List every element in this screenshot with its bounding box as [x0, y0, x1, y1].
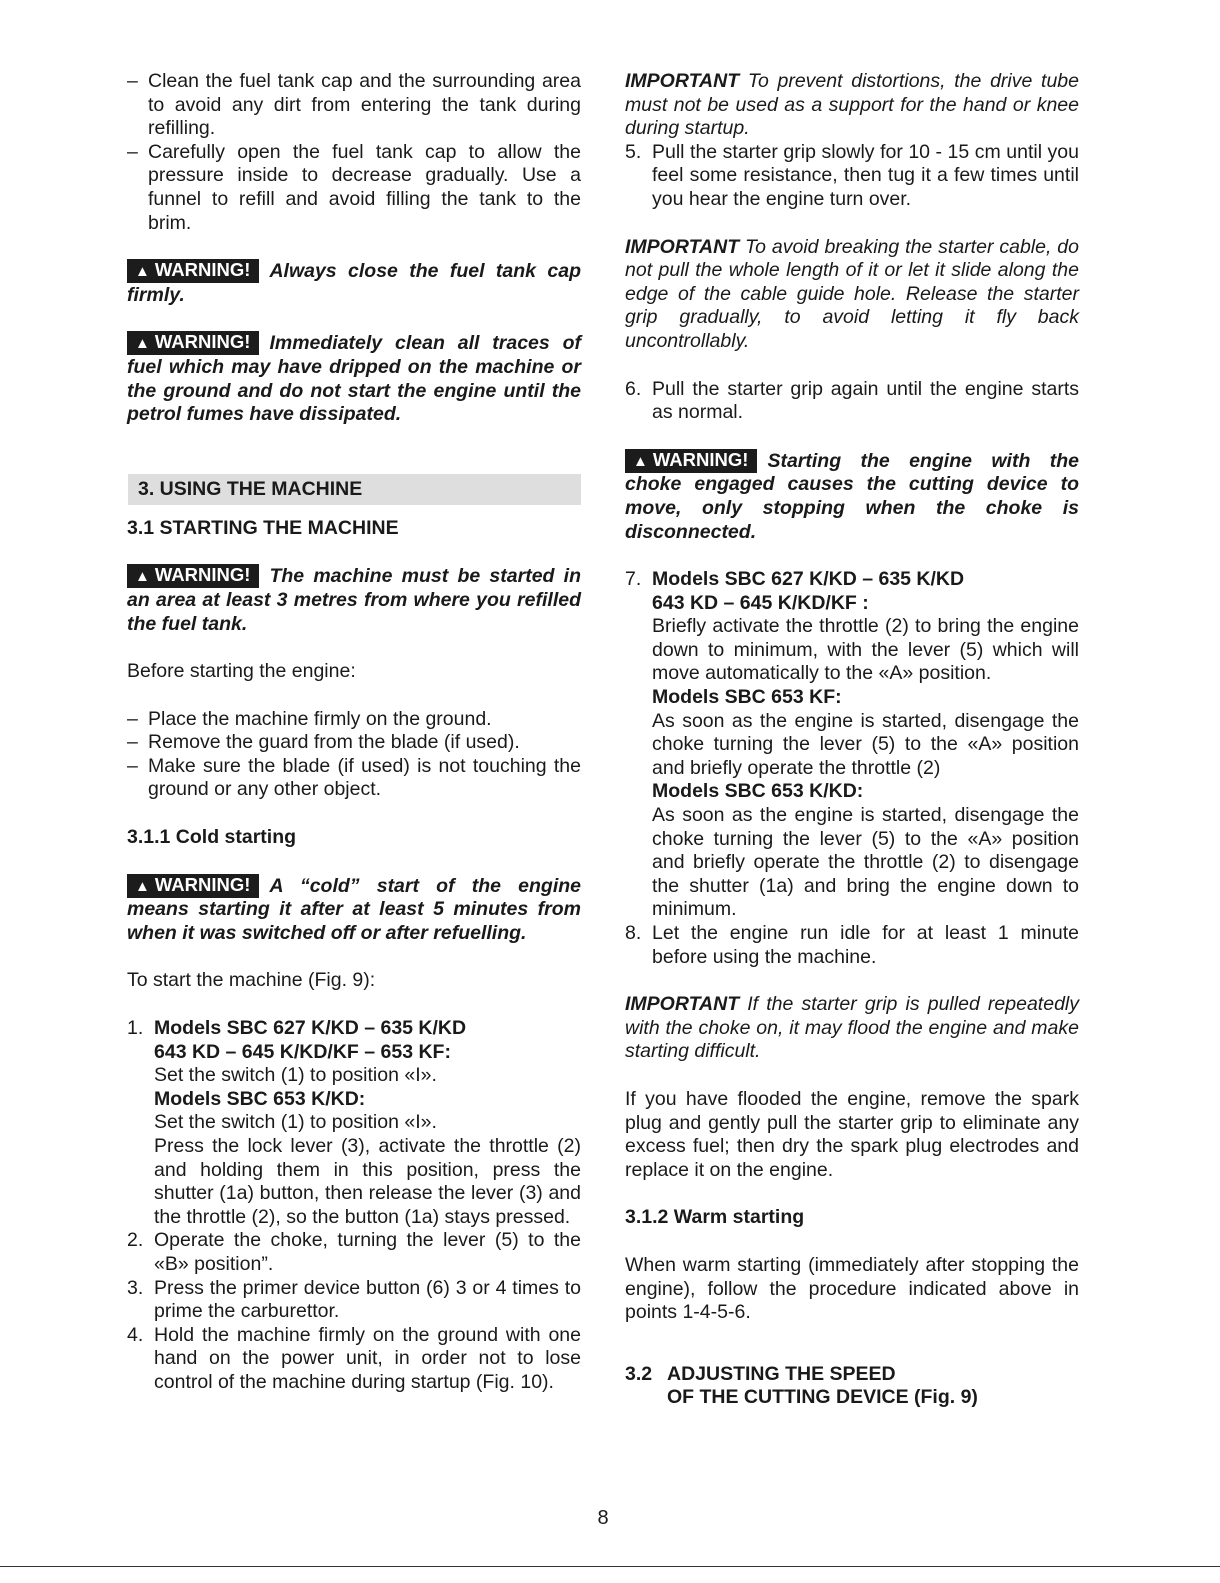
warning-triangle-icon: ▲ [135, 335, 150, 353]
paragraph: If you have flooded the engine, remove the spark plug and gently pull the starter grip to eliminate any excess fuel; then dry the spark plug electrodes and replace it on the engine. [625, 1087, 1079, 1181]
warning-triangle-icon: ▲ [633, 452, 648, 470]
paragraph: When warm starting (immediately after stopping the engine), follow the procedure indicated above in points 1-4-5-6. [625, 1253, 1079, 1324]
numbered-step: 6. Pull the starter grip again until the engine starts as normal. [625, 377, 1079, 424]
warning-triangle-icon: ▲ [135, 263, 150, 281]
numbered-step: 8. Let the engine run idle for at least 1 minute before using the machine. [625, 922, 1079, 968]
warning-badge: ▲ WARNING! [127, 259, 259, 283]
list-item: – Remove the guard from the blade (if used). [127, 731, 520, 754]
list-item: – Place the machine firmly on the ground. [127, 707, 492, 730]
paragraph: To start the machine (Fig. 9): [127, 969, 376, 992]
numbered-step: 5. Pull the starter grip slowly for 10 - 15 cm until you feel some resistance, then tug it a few times until you hear the engine turn over. [625, 140, 1079, 210]
list-item: – Clean the fuel tank cap and the surrounding area to avoid any dirt from entering the tank during refilling. [127, 70, 581, 140]
warning-badge: ▲ WARNING! [127, 331, 259, 355]
section-heading: 3. USING THE MACHINE [128, 474, 581, 505]
warning-paragraph: ▲ WARNING! Immediately clean all traces of fuel which may have dripped on the machine or the ground and do not start the engine until the petrol fumes have dissipated. [127, 331, 581, 426]
numbered-step: 1. Models SBC 627 K/KD – 635 K/KD 643 KD – 645 K/KD/KF – 653 KF: Set the switch (1) to position «I». Models SBC 653 K/KD: Set the switch (1) to position «I». Press the lock lever (3), activate the throttle (2) and holding them in this position, press the shutter (1a) button, then release the lever (3) and the throttle (2), so the button (1a) stays pressed. [127, 1017, 581, 1228]
warning-triangle-icon: ▲ [135, 568, 150, 586]
important-note: IMPORTANT To avoid breaking the starter cable, do not pull the whole length of it or let it slide along the edge of the cable guide hole. Release the starter grip gradually, to avoid letting it fly back uncontrollably. [625, 235, 1079, 352]
warning-badge: ▲ WARNING! [127, 874, 259, 898]
warning-paragraph: ▲ WARNING! The machine must be started in an area at least 3 metres from where you refilled the fuel tank. [127, 564, 581, 635]
numbered-step: 3. Press the primer device button (6) 3 or 4 times to prime the carburettor. [127, 1276, 581, 1323]
important-note: IMPORTANT To prevent distortions, the drive tube must not be used as a support for the hand or knee during startup. [625, 70, 1080, 140]
numbered-step: 2. Operate the choke, turning the lever (5) to the «B» position”. [127, 1229, 581, 1275]
warning-paragraph: ▲ WARNING! Always close the fuel tank cap firmly. [127, 259, 581, 306]
subsection-heading: 3.1 STARTING THE MACHINE [127, 516, 399, 539]
important-note: IMPORTANT If the starter grip is pulled repeatedly with the choke on, it may flood the engine and make starting difficult. [625, 993, 1079, 1063]
paragraph: Before starting the engine: [127, 660, 356, 683]
warning-paragraph: ▲ WARNING! A “cold” start of the engine means starting it after at least 5 minutes from when it was switched off or after refuelling. [127, 873, 581, 944]
list-item: – Carefully open the fuel tank cap to allow the pressure inside to decrease gradually. Use a funnel to refill and avoid filling the tank to the brim. [127, 140, 581, 234]
list-item: – Make sure the blade (if used) is not touching the ground or any other object. [127, 754, 581, 801]
page-edge-line [0, 1566, 1220, 1567]
warning-badge: ▲ WARNING! [625, 449, 757, 473]
warning-badge: ▲ WARNING! [127, 564, 259, 588]
section-heading: 3.2 ADJUSTING THE SPEED OF THE CUTTING DEVICE (Fig. 9) [625, 1362, 978, 1409]
subsubsection-heading: 3.1.2 Warm starting [625, 1206, 805, 1229]
warning-triangle-icon: ▲ [135, 877, 150, 895]
subsubsection-heading: 3.1.1 Cold starting [127, 826, 297, 849]
page-number: 8 [597, 1507, 609, 1529]
warning-paragraph: ▲ WARNING! Starting the engine with the choke engaged causes the cutting device to move, only stopping when the choke is disconnected. [625, 448, 1079, 543]
right-column [625, 70, 1079, 1410]
numbered-step: 7. Models SBC 627 K/KD – 635 K/KD 643 KD – 645 K/KD/KF : Briefly activate the throttle (2) to bring the engine down to minimum, with the lever (5) which will move automatically to the «A» position. Models SBC 653 KF: As soon as the engine is started, disengage the choke turning the lever (5) to the «A» position and briefly operate the throttle (2) Models SBC 653 K/KD: As soon as the engine is started, disengage the choke turning the lever (5) to the «A» position and briefly operate the throttle (2) to disengage the shutter (1a) and bring the engine down to minimum. [625, 568, 1079, 921]
numbered-step: 4. Hold the machine firmly on the ground with one hand on the power unit, in order not to lose control of the machine during startup (Fig. 10). [127, 1323, 581, 1393]
left-column [127, 70, 581, 1395]
